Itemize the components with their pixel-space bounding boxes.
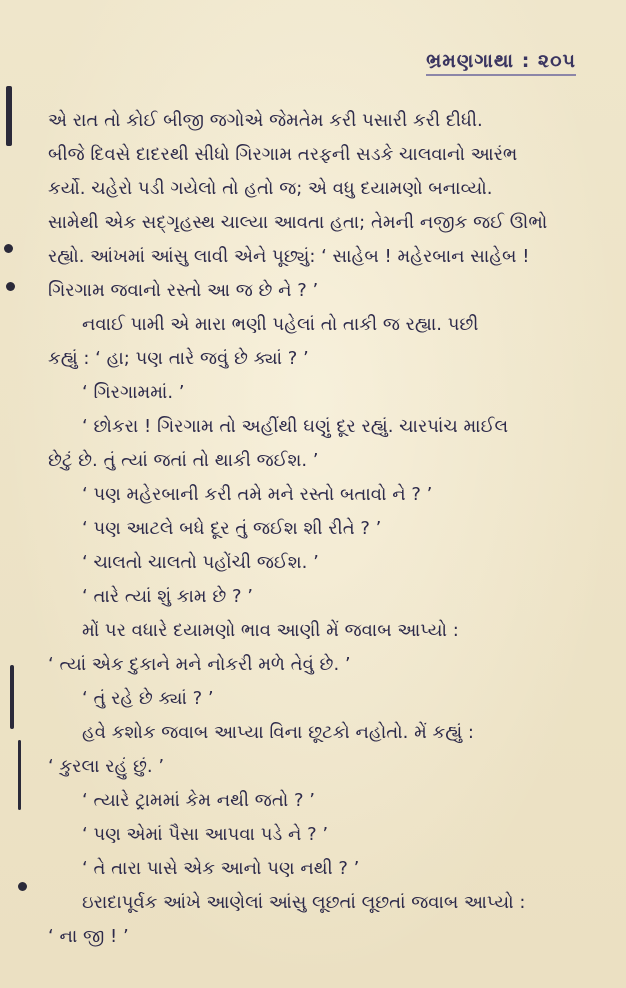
text-line: ‘ ત્યારે ટ્રામમાં કેમ નથી જતો ? ’ [82,790,315,811]
text-line: ‘ ચાલતો ચાલતો પહોંચી જઈશ. ’ [82,552,319,573]
text-line: એ રાત તો કોઈ બીજી જગોએ જેમતેમ કરી પસારી કરી દીધી. [48,110,483,131]
text-line: ‘ તું રહે છે ક્યાં ? ’ [82,688,214,709]
text-line: છેટું છે. તું ત્યાં જતાં તો થાકી જઈશ. ’ [48,450,319,471]
text-line: હવે કશોક જવાબ આપ્યા વિના છૂટકો નહોતો. મેં કહ્યું : [82,722,474,743]
text-line: ‘ પણ એમાં પૈસા આપવા પડે ને ? ’ [82,824,329,845]
body-text [48,104,586,954]
text-line: સામેથી એક સદ્‌ગૃહસ્થ ચાલ્યા આવતા હતા; તેમની નજીક જઈ ઊભો [48,212,548,233]
margin-ink-mark [18,740,21,810]
text-line: નવાઈ પામી એ મારા ભણી પહેલાં તો તાકી જ રહ્યા. પછી [82,314,479,335]
text-line: ઇરાદાપૂર્વક આંખે આણેલાં આંસુ લૂછતાં લૂછતાં જવાબ આપ્યો : [82,892,526,913]
text-line: ‘ તારે ત્યાં શું કામ છે ? ’ [82,586,253,607]
margin-ink-mark [6,86,12,146]
text-line: ‘ પણ આટલે બધે દૂર તું જઈશ શી રીતે ? ’ [82,518,382,539]
text-line: ‘ કુરલા રહું છું. ’ [48,756,165,777]
text-line: ‘ છોકરા ! ગિરગામ તો અહીંથી ઘણું દૂર રહ્યું. ચારપાંચ માઈલ [82,416,509,437]
text-line: મોં પર વધારે દયામણો ભાવ આણી મેં જવાબ આપ્યો : [82,620,459,641]
margin-ink-mark [10,665,14,729]
margin-ink-dot [4,244,13,253]
running-header: ભ્રમણગાથા : ૨૦૫ [426,50,576,76]
text-line: બીજે દિવસે દાદરથી સીધો ગિરગામ તરફની સડકે ચાલવાનો આરંભ [48,144,518,165]
margin-ink-dot [18,882,27,891]
margin-ink-dot [6,282,15,291]
text-line: ‘ તે તારા પાસે એક આનો પણ નથી ? ’ [82,858,360,879]
text-line: રહ્યો. આંખમાં આંસુ લાવી એને પૂછ્યું: ‘ સાહેબ ! મહેરબાન સાહેબ ! [48,246,530,267]
text-line: ‘ પણ મહેરબાની કરી તમે મને રસ્તો બતાવો ને ? ’ [82,484,433,505]
text-line: ગિરગામ જવાનો રસ્તો આ જ છે ને ? ’ [48,280,319,301]
text-line: ‘ ત્યાં એક દુકાને મને નોકરી મળે તેવું છે. ’ [48,654,351,675]
text-line: કહ્યું : ‘ હા; પણ તારે જવું છે ક્યાં ? ’ [48,348,309,369]
text-line: ‘ ગિરગામમાં. ’ [82,382,185,403]
text-line: કર્યો. ચહેરો પડી ગયેલો તો હતો જ; એ વધુ દયામણો બનાવ્યો. [48,178,493,199]
text-line: ‘ ના જી ! ’ [48,926,129,947]
